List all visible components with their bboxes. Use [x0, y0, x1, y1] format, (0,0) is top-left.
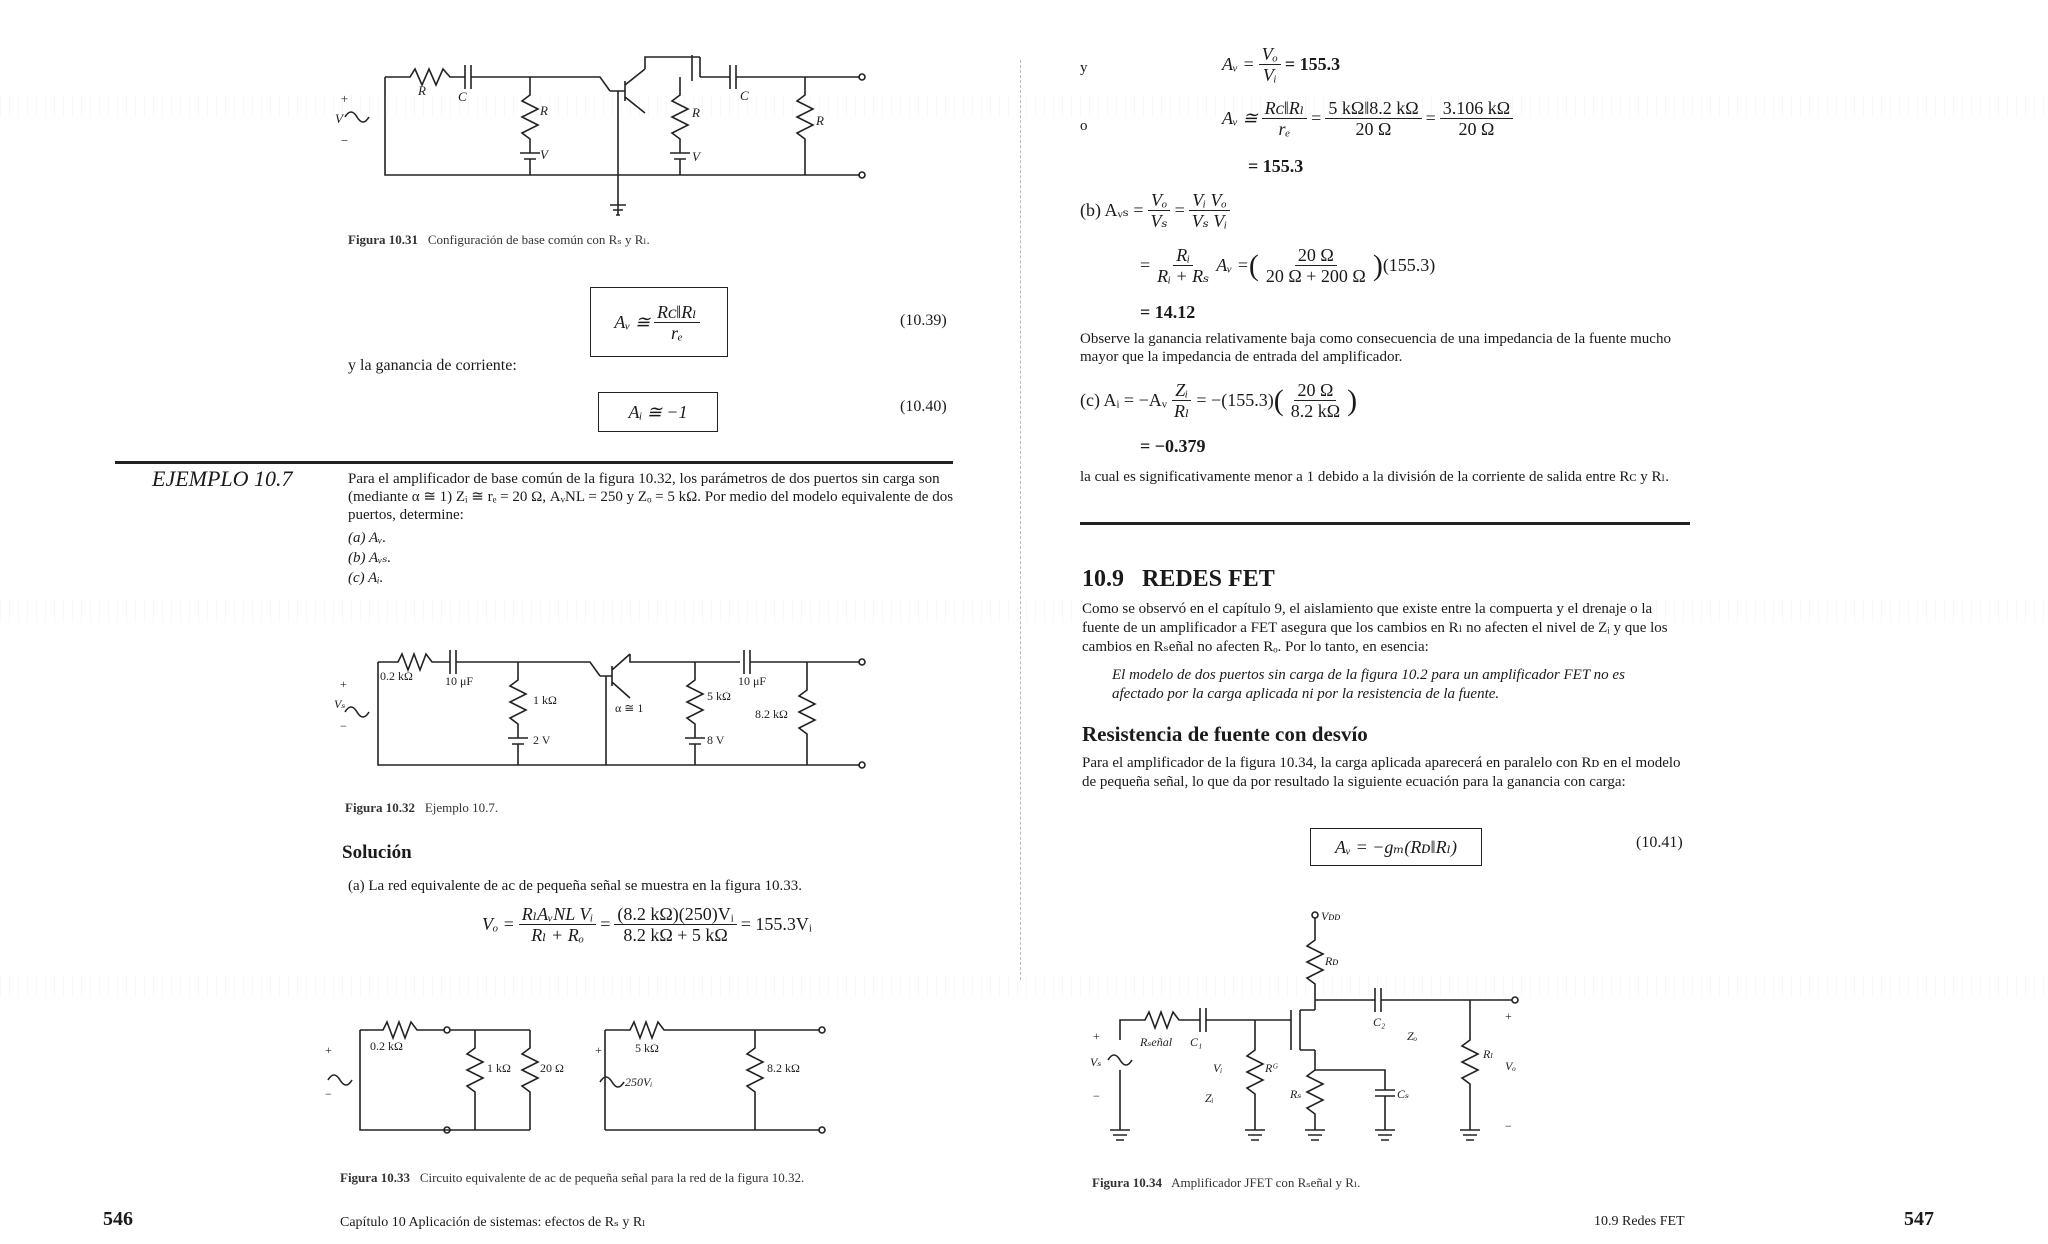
- figure-label: Figura 10.31: [348, 232, 419, 247]
- ro-value: 5 kΩ: [635, 1041, 659, 1055]
- numerator: 5 kΩ‖8.2 kΩ: [1325, 98, 1421, 119]
- numerator: Rᵢ: [1173, 245, 1193, 266]
- re-value: 1 kΩ: [533, 693, 557, 707]
- c2-label: C₂: [1373, 1015, 1386, 1029]
- example-item-c: (c) Aᵢ.: [348, 570, 384, 586]
- equation-formula: Aᵢ ≅ −1: [628, 401, 688, 422]
- y-label: y: [1080, 60, 1088, 76]
- figure-10-34-circuit: [1085, 900, 1525, 1150]
- part-b-result: = 14.12: [1140, 302, 1196, 322]
- example-rule: [115, 461, 953, 464]
- page-number-right: 547: [1904, 1208, 1934, 1230]
- rl-label: Rₗ: [1483, 1047, 1494, 1061]
- equation-result: = 155.3: [1284, 54, 1341, 74]
- svg-text:V: V: [335, 111, 343, 126]
- svg-text:−: −: [1505, 1119, 1512, 1133]
- svg-text:C: C: [740, 88, 749, 103]
- equation-lhs: Aᵥ ≅: [1222, 108, 1258, 128]
- equation-avs-line1: (b) Aᵥₛ = $\frac{\text{Vₒ}}{\text{Vₛ}}$ = $\frac{\text{Vᵢ Vₒ}}{\text{Vₛ Vᵢ}}$: [1080, 190, 1234, 231]
- svg-text:C: C: [458, 89, 467, 104]
- caption-text: Ejemplo 10.7.: [424, 800, 499, 815]
- svg-text:+: +: [1093, 1029, 1100, 1043]
- equation-lhs: Aᵥ =: [1222, 54, 1255, 74]
- equation-vo: Vₒ = $\frac{\text{RₗAᵥNL Vᵢ}}{\text{Rₗ + Rₒ}}$ = $\frac{\text{(8.2 kΩ)(250)Vᵢ}}{8.2 k\Omega + 5 k\Omega}$ = 155.3Vᵢ: [482, 904, 812, 945]
- rs-value: 0.2 kΩ: [380, 669, 413, 683]
- svg-text:+: +: [595, 1043, 602, 1057]
- denominator: 8.2 kΩ: [1290, 401, 1341, 421]
- example-items: [348, 528, 391, 588]
- rs-label: Rₛ: [1290, 1087, 1302, 1101]
- denominator: Vₛ: [1150, 211, 1168, 231]
- part-c-result: = −0.379: [1140, 436, 1206, 456]
- svg-text:+: +: [340, 677, 347, 691]
- equation-number: (10.41): [1636, 834, 1683, 851]
- svg-text:−: −: [1093, 1089, 1100, 1103]
- rg-label: Rᴳ: [1265, 1061, 1278, 1075]
- c2-value: 10 μF: [738, 674, 767, 688]
- denominator: 8.2 kΩ + 5 kΩ: [623, 925, 728, 945]
- denominator: Rᵢ + Rₛ: [1157, 266, 1210, 286]
- svg-text:R: R: [418, 83, 426, 98]
- zi-label: Zᵢ: [1205, 1091, 1214, 1105]
- part-b-tail: (155.3): [1382, 255, 1436, 275]
- vdd-label: Vᴅᴅ: [1321, 909, 1341, 923]
- fraction: [1259, 44, 1281, 85]
- figure-10-32-circuit: [334, 640, 880, 775]
- equation-av-2-result: = 155.3: [1248, 156, 1304, 176]
- equation-formula: Aᵥ = −gₘ(Rᴅ‖Rₗ): [1335, 836, 1457, 857]
- section-paragraph: Como se observó en el capítulo 9, el aislamiento que existe entre la compuerta y el drenaje o la fuente de un amplificador a FET asegura que los cambios en Rₗ no afecten el nivel de Zᵢ y que los cambios en Rₛeñal no afecten Rₒ. Por lo tanto, en esencia:: [1082, 601, 1668, 655]
- ri-value: 20 Ω: [540, 1061, 564, 1075]
- numerator: Vₒ: [1259, 44, 1281, 65]
- fraction: [614, 904, 736, 945]
- equation-10-41-box: [1310, 828, 1482, 866]
- figure-10-34-caption: [1092, 1175, 1360, 1191]
- rsig-label: Rₛeñal: [1140, 1035, 1173, 1049]
- footer-right: 10.9 Redes FET: [1594, 1214, 1685, 1229]
- vs-label: Vₛ: [334, 697, 346, 711]
- equation-ai: (c) Aᵢ = −Aᵥ $\frac{\text{Zᵢ}}{\text{Rₗ}}$ = −(155.3) ( $\frac{20 \Omega}{8.2 k\Omega}$ ): [1080, 380, 1358, 421]
- part-c-mid: = −(155.3): [1196, 390, 1274, 410]
- figure-10-31-circuit: [335, 55, 880, 215]
- numerator: 3.106 kΩ: [1440, 98, 1513, 119]
- denominator: 20 Ω: [1458, 119, 1495, 139]
- denominator: rₑ: [1278, 119, 1291, 139]
- part-c-label: (c) Aᵢ = −Aᵥ: [1080, 390, 1168, 410]
- svg-text:+: +: [325, 1043, 332, 1057]
- figure-10-31-caption: [348, 232, 650, 248]
- fraction: [1154, 245, 1212, 286]
- numerator: RₗAᵥNL Vᵢ: [519, 904, 596, 925]
- example-item-b: (b) Aᵥₛ.: [348, 550, 392, 566]
- vcc-value: 8 V: [707, 733, 725, 747]
- svg-text:−: −: [340, 719, 347, 733]
- fraction: [1325, 98, 1421, 139]
- svg-text:R: R: [816, 113, 824, 128]
- example-item-a: (a) Aᵥ.: [348, 530, 387, 546]
- numerator: Rᴄ‖Rₗ: [654, 302, 700, 323]
- figure-label: Figura 10.32: [345, 800, 416, 815]
- cs-label: Cₛ: [1397, 1087, 1410, 1101]
- equation-number: (10.40): [900, 398, 947, 415]
- denominator: Rₗ + Rₒ: [531, 925, 584, 945]
- denominator: Vₛ Vᵢ: [1191, 211, 1228, 231]
- part-b-mid: Aᵥ =: [1216, 255, 1249, 275]
- svg-text:R: R: [692, 105, 700, 120]
- figure-label: Figura 10.34: [1092, 1175, 1163, 1190]
- fraction: [1189, 190, 1230, 231]
- equation-10-39-box: [590, 287, 728, 357]
- svg-text:V: V: [540, 147, 548, 162]
- rs-value: 0.2 kΩ: [370, 1039, 403, 1053]
- numerator: Vᵢ Vₒ: [1189, 190, 1229, 211]
- equation-av-2: Aᵥ ≅ $\frac{\text{Rᴄ‖Rₗ}}{\text{rₑ}}$ = $\frac{5 k\Omega‖8.2 k\Omega}{20 \Omega}$ = $\frac{3.106 k\Omega}{20 \Omega}$: [1222, 98, 1517, 139]
- fraction: [1263, 245, 1369, 286]
- scan-noise: [0, 975, 2048, 997]
- figure-label: Figura 10.33: [340, 1170, 411, 1185]
- numerator: 20 Ω: [1295, 245, 1337, 266]
- solution-part-a: (a) La red equivalente de ac de pequeña señal se muestra en la figura 10.33.: [348, 878, 802, 894]
- svg-text:−: −: [325, 1087, 332, 1101]
- page-number-left: 546: [103, 1208, 133, 1230]
- caption-text: Configuración de base común con Rₛ y Rₗ.: [427, 232, 650, 247]
- solution-title: Solución: [342, 842, 412, 863]
- o-label: o: [1080, 118, 1088, 134]
- vs-label: Vₛ: [1090, 1055, 1102, 1069]
- vee-value: 2 V: [533, 733, 551, 747]
- denominator: Rₗ: [1174, 401, 1190, 421]
- subsection-paragraph: Para el amplificador de la figura 10.34, la carga aplicada aparecerá en paralelo con Rᴅ en el modelo de pequeña señal, lo que da por resultado la siguiente ecuación para la ganancia con carga:: [1082, 755, 1681, 790]
- section-rule: [1080, 522, 1690, 525]
- subsection-heading: Resistencia de fuente con desvío: [1082, 722, 1368, 746]
- denominator: rₑ: [670, 322, 683, 343]
- svg-text:V: V: [692, 149, 700, 164]
- fraction: [1171, 380, 1192, 421]
- numerator: (8.2 kΩ)(250)Vᵢ: [614, 904, 736, 925]
- denominator: 20 Ω + 200 Ω: [1265, 266, 1366, 286]
- svg-text:+: +: [340, 91, 349, 106]
- svg-text:−: −: [340, 133, 349, 148]
- rl-value: 8.2 kΩ: [755, 707, 788, 721]
- section-title: REDES FET: [1142, 566, 1275, 592]
- numerator: Zᵢ: [1172, 380, 1191, 401]
- rl-value: 8.2 kΩ: [767, 1061, 800, 1075]
- footer-left: Capítulo 10 Aplicación de sistemas: efectos de Rₛ y Rₗ: [340, 1215, 646, 1230]
- fraction: [1148, 190, 1171, 231]
- c1-label: C₁: [1190, 1035, 1203, 1049]
- alpha-value: α ≅ 1: [615, 701, 644, 715]
- denominator: Vᵢ: [1262, 65, 1277, 85]
- equation-avs-line2: = $\frac{\text{Rᵢ}}{\text{Rᵢ + Rₛ}}$ Aᵥ = ( $\frac{20 \Omega}{20 \Omega + 200 \Omega}$ ) (155.3): [1140, 245, 1436, 286]
- numerator: 20 Ω: [1294, 380, 1336, 401]
- source-value: 250Vᵢ: [625, 1075, 653, 1089]
- equation-number: (10.39): [900, 312, 947, 329]
- equation-lhs: Aᵥ ≅: [614, 311, 651, 332]
- equation-result: = 155.3Vᵢ: [740, 914, 812, 934]
- part-b-label: (b) Aᵥₛ =: [1080, 200, 1144, 220]
- caption-text: Circuito equivalente de ac de pequeña señal para la red de la figura 10.32.: [419, 1170, 805, 1185]
- example-text: Para el amplificador de base común de la figura 10.32, los parámetros de dos puertos sin carga son (mediante α ≅ 1) Zᵢ ≅ rₑ = 20 Ω, AᵥNL = 250 y Zₒ = 5 kΩ. Por medio del modelo equivalente de dos puertos, determine:: [348, 471, 954, 523]
- rd-label: Rᴅ: [1325, 954, 1339, 968]
- section-number: 10.9: [1082, 566, 1124, 592]
- page-gutter: [1020, 60, 1022, 980]
- fraction: [1262, 98, 1308, 139]
- part-c-paragraph: la cual es significativamente menor a 1 debido a la división de la corriente de salida entre Rᴄ y Rₗ.: [1080, 469, 1669, 485]
- figure-10-33-caption: [340, 1170, 804, 1186]
- scan-noise: [0, 600, 2048, 622]
- equation-10-40-box: [598, 392, 718, 432]
- rc-value: 5 kΩ: [707, 689, 731, 703]
- equation-av-1: [1222, 44, 1340, 85]
- numerator: Vₒ: [1148, 190, 1170, 211]
- r1-value: 1 kΩ: [487, 1061, 511, 1075]
- example-label: EJEMPLO 10.7: [152, 466, 293, 491]
- fraction: [1288, 380, 1343, 421]
- caption-text: Amplificador JFET con Rₛeñal y Rₗ.: [1171, 1175, 1361, 1190]
- fraction: [1440, 98, 1513, 139]
- section-italic-statement: El modelo de dos puertos sin carga de la figura 10.2 para un amplificador FET no es afectado por la carga aplicada ni por la resistencia de la fuente.: [1112, 667, 1625, 702]
- current-gain-intro: y la ganancia de corriente:: [348, 357, 517, 374]
- part-b-paragraph: Observe la ganancia relativamente baja como consecuencia de una impedancia de la fuente mucho mayor que la impedancia de entrada del amplificador.: [1080, 331, 1671, 365]
- denominator: 20 Ω: [1355, 119, 1392, 139]
- fraction: [654, 302, 700, 343]
- c1-value: 10 μF: [445, 674, 474, 688]
- svg-text:+: +: [1505, 1009, 1512, 1023]
- scan-noise: [0, 95, 2048, 117]
- vo-label: Vₒ: [1505, 1059, 1516, 1073]
- numerator: Rᴄ‖Rₗ: [1262, 98, 1308, 119]
- section-heading: [1082, 566, 1275, 593]
- zo-label: Zₒ: [1407, 1029, 1418, 1043]
- equation-lhs: Vₒ =: [482, 914, 515, 934]
- figure-10-33-circuit: [325, 1010, 845, 1140]
- fraction: [519, 904, 596, 945]
- figure-10-32-caption: [345, 800, 498, 816]
- vi-label: Vᵢ: [1213, 1061, 1223, 1075]
- svg-text:R: R: [540, 103, 548, 118]
